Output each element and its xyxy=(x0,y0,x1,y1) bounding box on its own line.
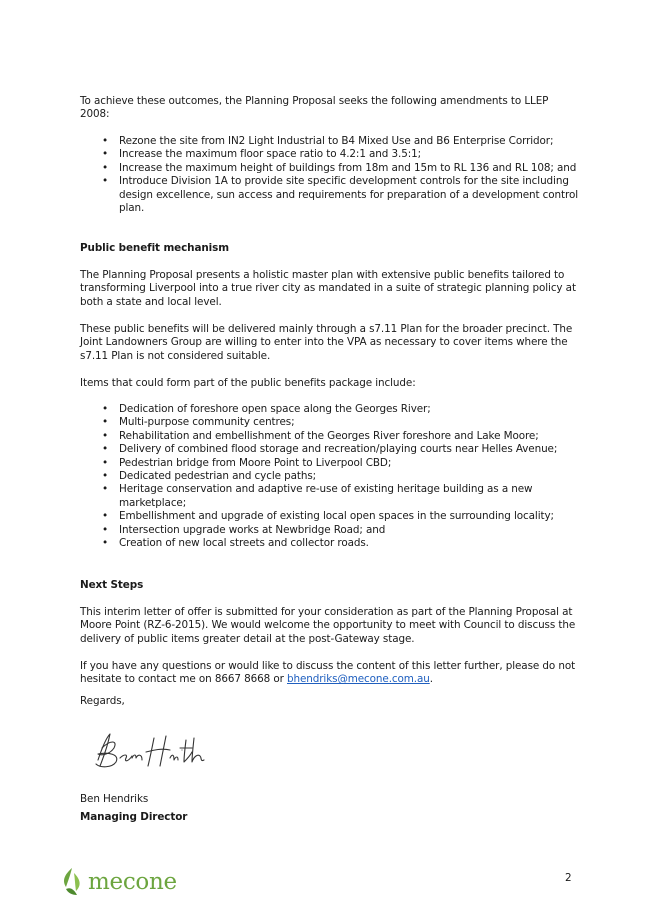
next-steps-para1-block xyxy=(80,606,580,646)
contact-text-end: . xyxy=(429,673,433,686)
list-item: • Rezone the site from IN2 Light Industrial to B4 Mixed Use and B6 Enterprise Corridor; xyxy=(80,135,580,148)
list-item: • Rehabilitation and embellishment of the Georges River foreshore and Lake Moore; xyxy=(80,430,580,443)
public-benefit-paragraph-2: These public benefits will be delivered mainly through a s7.11 Plan for the broader precinct. The Joint Landowners Group are willing to enter into the VPA as necessary to cover items where the s7.11 Plan is not considered suitable. xyxy=(80,323,573,362)
public-benefit-paragraph-1: The Planning Proposal presents a holistic master plan with extensive public benefits tailored to transforming Liverpool into a true river city as mandated in a suite of strategic planning policy at both a state and local level. xyxy=(80,269,576,308)
list-item: • Increase the maximum height of buildings from 18m and 15m to RL 136 and RL 108; and xyxy=(80,162,580,175)
list-item: • Embellishment and upgrade of existing local open spaces in the surrounding locality; xyxy=(80,510,580,523)
list-item: • Intersection upgrade works at Newbridge Road; and xyxy=(80,524,580,537)
page-number: 2 xyxy=(565,872,572,884)
items-intro-block xyxy=(80,377,580,390)
list-item: • Introduce Division 1A to provide site specific development controls for the site including design excellence, sun access and requirements for preparation of a development control plan. xyxy=(80,175,580,215)
list-item: • Multi-purpose community centres; xyxy=(80,416,580,429)
public-benefit-section xyxy=(80,242,580,255)
section-heading: Public benefit mechanism xyxy=(80,242,229,254)
contact-text: If you have any questions or would like to discuss the content of this letter further, please do not hesitate to contact me on 8667 8668 or xyxy=(80,660,576,686)
next-steps-section xyxy=(80,579,580,592)
list-item: • Heritage conservation and adaptive re-use of existing heritage building as a new marketplace; xyxy=(80,483,580,510)
next-steps-paragraph-2 xyxy=(80,660,580,687)
list-item: • Pedestrian bridge from Moore Point to Liverpool CBD; xyxy=(80,457,580,470)
mecone-leaf-icon xyxy=(60,867,84,897)
public-benefits-list xyxy=(80,403,580,550)
items-intro: Items that could form part of the public benefits package include: xyxy=(80,377,416,389)
regards: Regards, xyxy=(80,695,125,707)
mecone-logo xyxy=(60,866,177,898)
amendments-list xyxy=(80,135,580,215)
intro-paragraph: To achieve these outcomes, the Planning Proposal seeks the following amendments to LLEP 2008: xyxy=(80,95,549,121)
signatory-title: Managing Director xyxy=(80,811,188,823)
list-item: • Creation of new local streets and collector roads. xyxy=(80,537,580,550)
public-benefit-para1-block xyxy=(80,269,580,309)
signatory-name-block xyxy=(80,793,580,806)
signature-image xyxy=(90,726,210,774)
next-steps-para2-block xyxy=(80,660,580,687)
public-benefit-para2-block xyxy=(80,323,580,363)
signatory-name: Ben Hendriks xyxy=(80,793,149,805)
list-item: • Increase the maximum floor space ratio to 4.2:1 and 3.5:1; xyxy=(80,148,580,161)
list-item: • Dedication of foreshore open space along the Georges River; xyxy=(80,403,580,416)
list-item: • Delivery of combined flood storage and recreation/playing courts near Helles Avenue; xyxy=(80,443,580,456)
logo-text: mecone xyxy=(88,869,177,895)
list-item: • Dedicated pedestrian and cycle paths; xyxy=(80,470,580,483)
next-steps-paragraph-1: This interim letter of offer is submitted for your consideration as part of the Planning Proposal at Moore Point (RZ-6-2015). We would welcome the opportunity to meet with Council to discuss the delivery of public items greater detail at the post-Gateway stage. xyxy=(80,606,576,645)
signatory-title-block xyxy=(80,811,580,824)
intro-block xyxy=(80,95,580,122)
regards-block xyxy=(80,695,580,708)
section-heading: Next Steps xyxy=(80,579,144,591)
email-link[interactable]: bhendriks@mecone.com.au xyxy=(287,673,430,686)
